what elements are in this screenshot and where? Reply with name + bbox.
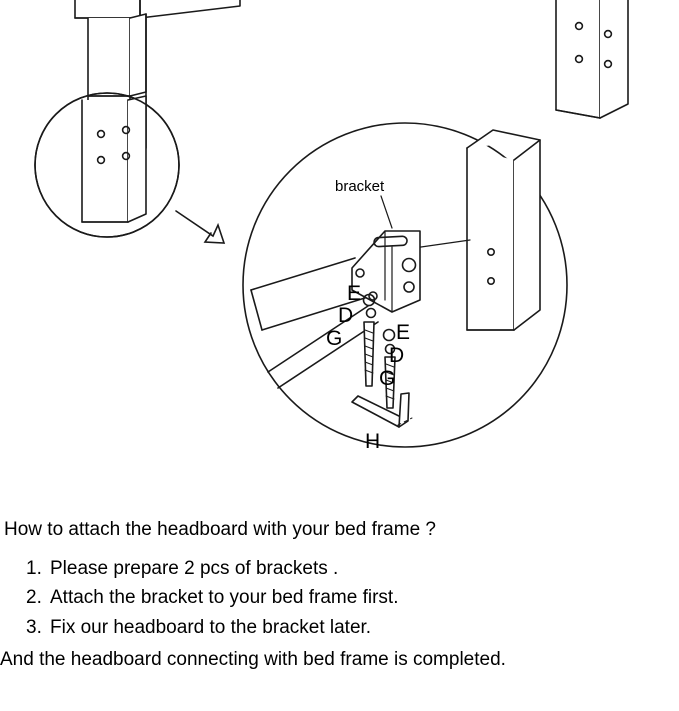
left-detail-circle <box>35 93 179 237</box>
step-number: 2. <box>26 587 42 609</box>
instructions-block <box>0 518 679 673</box>
step-number: 3. <box>26 616 42 638</box>
list-item <box>26 554 679 583</box>
hex-key <box>352 393 409 427</box>
part-label-g-lower: G <box>379 367 396 390</box>
bed-frame-leg-right <box>556 0 628 118</box>
instructions-closing: And the headboard connecting with bed frame is completed. <box>0 649 506 671</box>
step-number: 1. <box>26 557 42 579</box>
arrow-icon <box>176 211 224 243</box>
instructions-steps <box>0 554 679 642</box>
part-label-g-upper: G <box>326 327 343 350</box>
list-item <box>26 613 679 642</box>
instructions-heading: How to attach the headboard with your bed frame ? <box>4 519 436 540</box>
step-text: Please prepare 2 pcs of brackets . <box>50 557 339 579</box>
part-label-h: H <box>365 430 381 453</box>
part-label-d-lower: D <box>389 344 405 367</box>
bracket-label: bracket <box>335 178 385 195</box>
step-text: Attach the bracket to your bed frame first. <box>50 587 399 609</box>
part-label-e-lower: E <box>396 321 411 344</box>
step-text: Fix our headboard to the bracket later. <box>50 616 372 638</box>
list-item <box>26 583 679 612</box>
part-label-d-upper: D <box>338 304 354 327</box>
detail-contents <box>251 130 540 427</box>
part-label-e-upper: E <box>347 282 362 305</box>
